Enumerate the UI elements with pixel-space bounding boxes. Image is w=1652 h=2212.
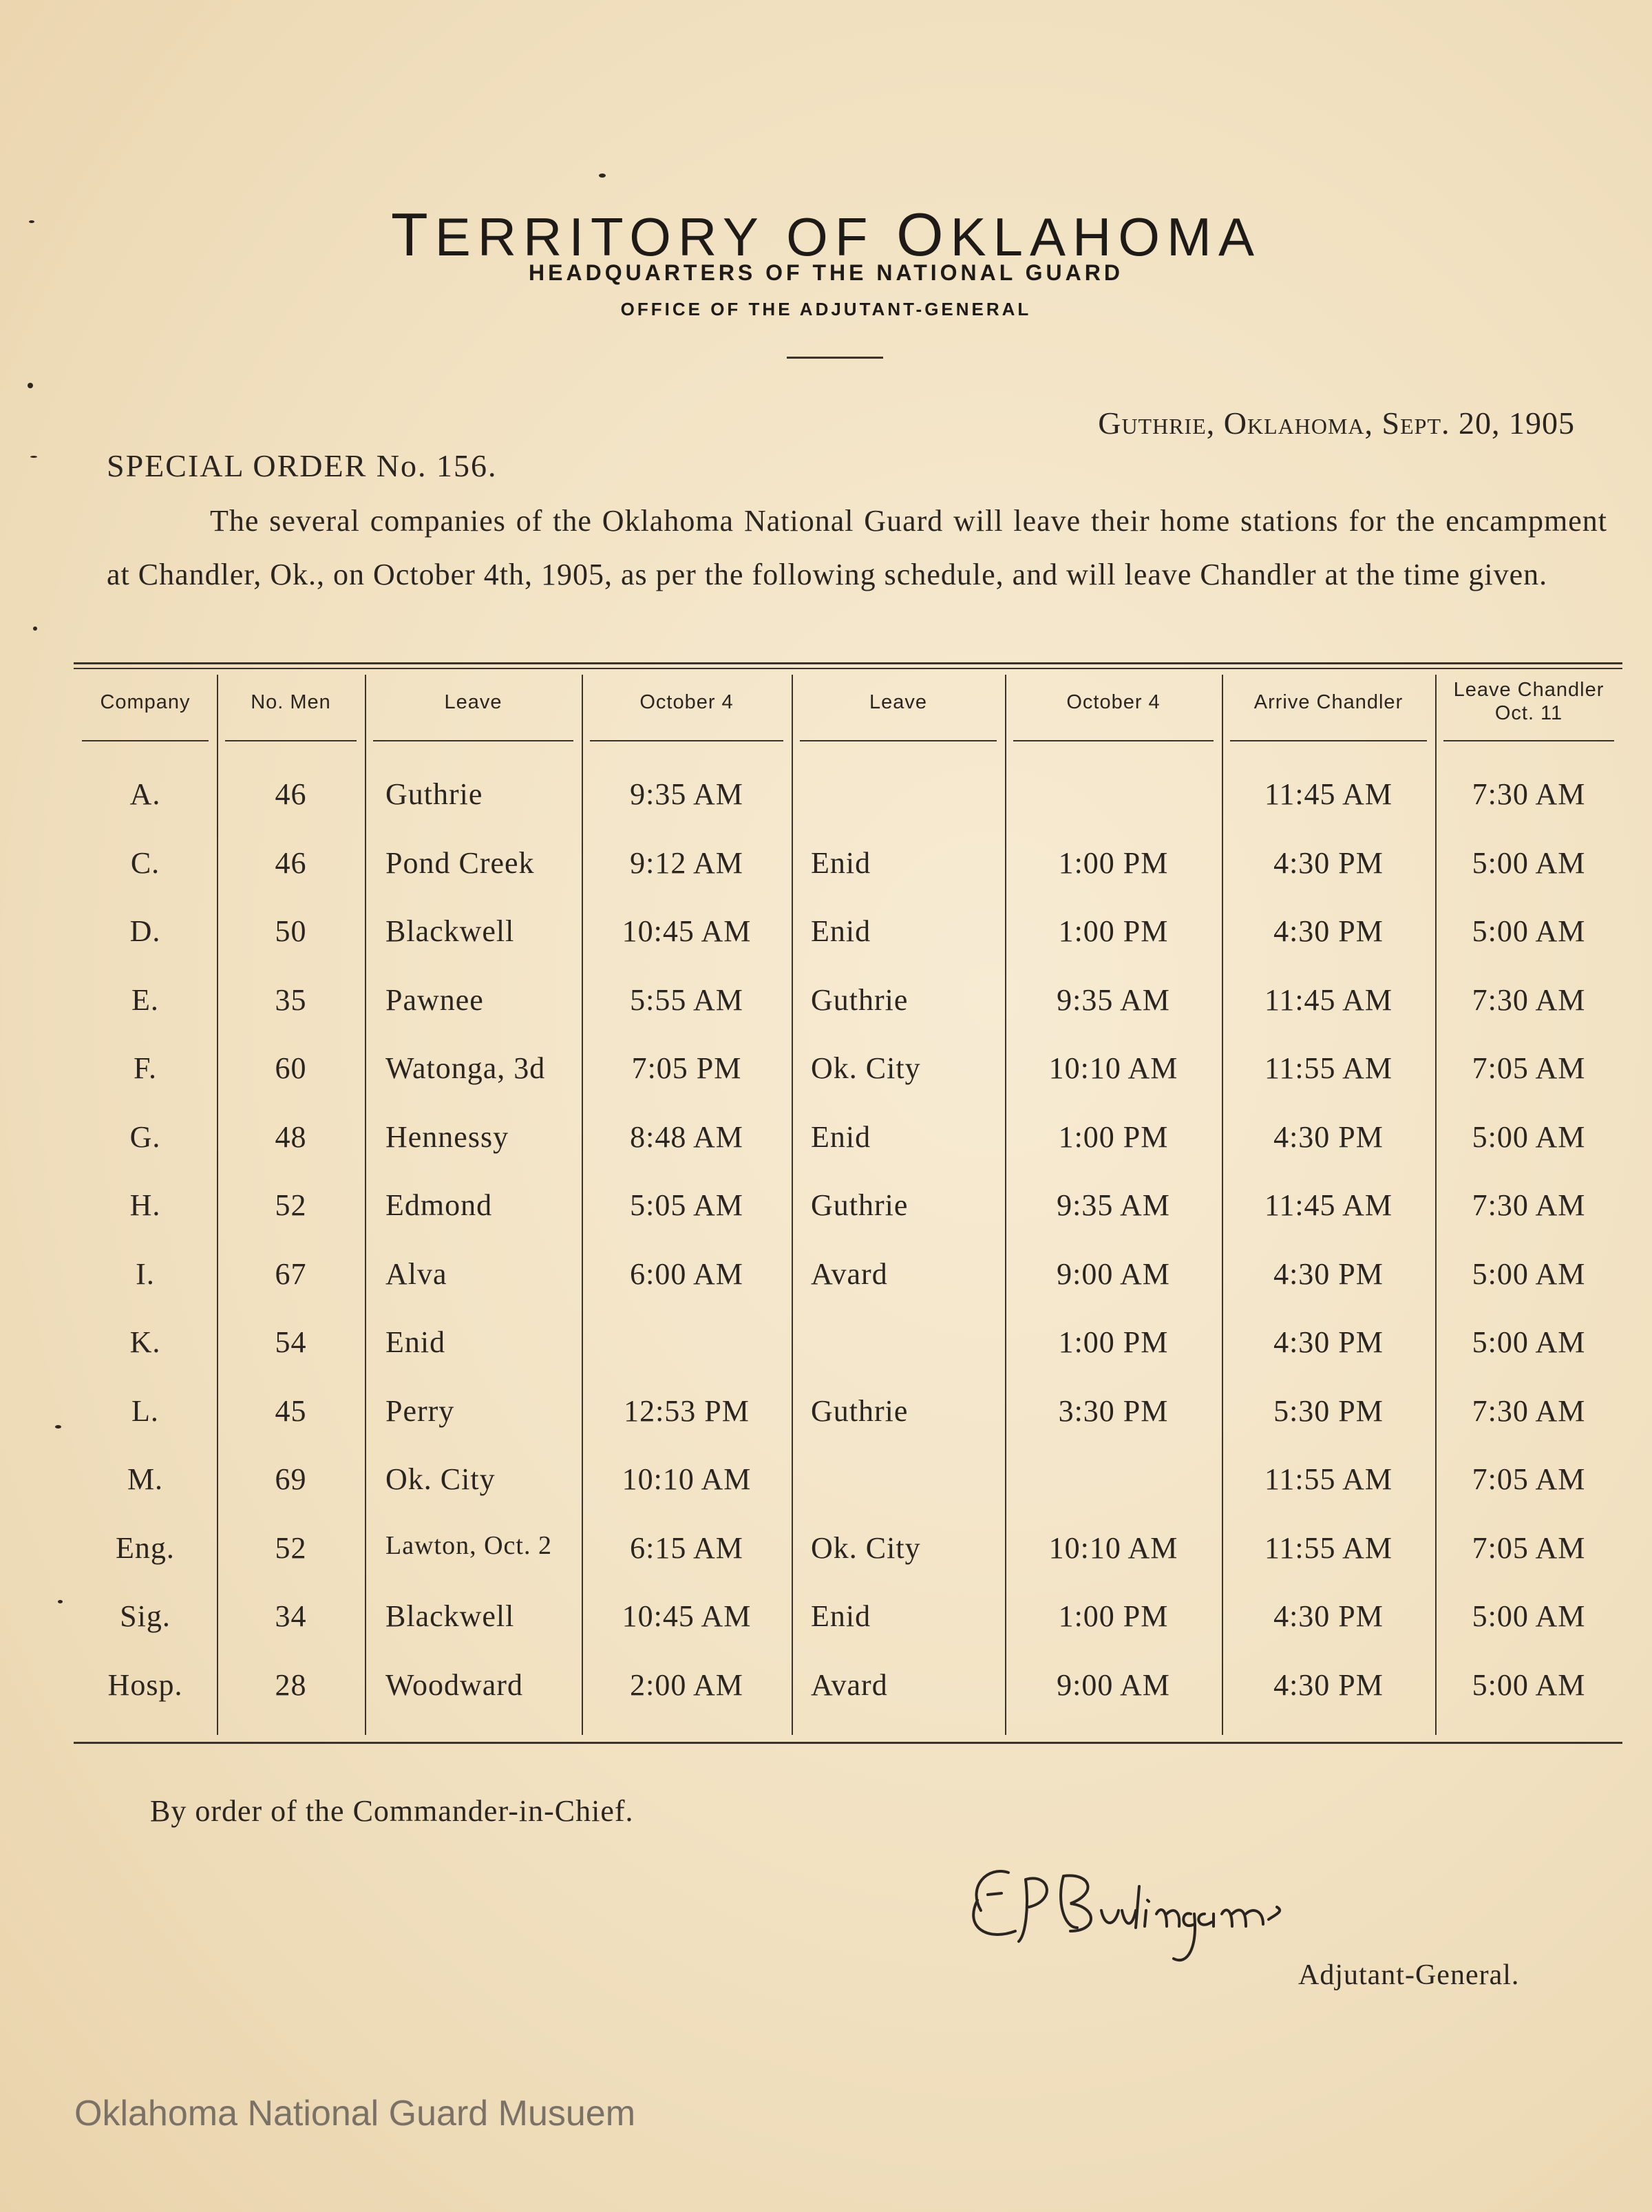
table-cell: Blackwell — [385, 914, 515, 948]
table-cell: Guthrie — [811, 982, 909, 1017]
table-header-line: Oct. 11 — [1494, 702, 1563, 724]
table-cell: 48 — [275, 1119, 307, 1154]
table-header-underline — [225, 740, 357, 741]
table-cell: 11:45 AM — [1264, 777, 1393, 811]
table-cell: Ok. City — [385, 1462, 496, 1496]
table-cell: 9:00 AM — [1057, 1667, 1170, 1702]
table-cell: 11:45 AM — [1264, 1188, 1393, 1222]
signature-title: Adjutant-General. — [1298, 1959, 1520, 1991]
table-cell: Sig. — [120, 1599, 171, 1633]
table-cell: Pond Creek — [385, 845, 535, 880]
table-header-cell: Leave — [869, 691, 927, 713]
letterhead-subtitle-1: HEADQUARTERS OF THE NATIONAL GUARD — [529, 260, 1123, 285]
table-cell: Avard — [811, 1667, 888, 1702]
table-header-cell: Leave — [444, 691, 502, 713]
table-cell: 50 — [275, 914, 307, 948]
table-cell: 7:05 PM — [631, 1051, 742, 1085]
table-cell: 7:30 AM — [1472, 982, 1586, 1017]
table-cell: 7:30 AM — [1472, 1188, 1586, 1222]
speck — [599, 173, 606, 178]
table-cell: 10:10 AM — [1048, 1530, 1178, 1565]
table-cell: 5:00 AM — [1472, 1599, 1586, 1633]
table-cell: Woodward — [385, 1667, 523, 1702]
table-cell: 28 — [275, 1667, 307, 1702]
table-cell: 4:30 PM — [1273, 914, 1384, 948]
table-cell: Ok. City — [811, 1530, 921, 1565]
table-cell: Pawnee — [385, 982, 484, 1017]
table-cell: 5:55 AM — [630, 982, 743, 1017]
table-cell: 10:45 AM — [622, 914, 752, 948]
table-cell: Watonga, 3d — [385, 1051, 546, 1085]
table-cell: 9:35 AM — [630, 777, 743, 811]
table-cell: 5:05 AM — [630, 1188, 743, 1222]
table-header-cell: Company — [100, 691, 191, 713]
table-cell: 6:15 AM — [630, 1530, 743, 1565]
table-header-cell: Arrive Chandler — [1253, 691, 1404, 713]
table-header-cell: October 4 — [1066, 691, 1161, 713]
table-cell: 11:45 AM — [1264, 982, 1393, 1017]
table-cell: 4:30 PM — [1273, 1256, 1384, 1291]
table-cell: 6:00 AM — [630, 1256, 743, 1291]
table-cell: 10:10 AM — [622, 1462, 752, 1496]
table-cell: H. — [129, 1188, 161, 1222]
table-cell: 7:05 AM — [1472, 1530, 1586, 1565]
table-cell: 1:00 PM — [1058, 914, 1169, 948]
table-cell: 5:00 AM — [1472, 1667, 1586, 1702]
speck — [33, 626, 37, 631]
table-column-divider — [365, 675, 366, 1735]
table-top-rule — [74, 662, 1622, 664]
table-cell: M. — [127, 1462, 164, 1496]
table-cell: Guthrie — [385, 777, 483, 811]
table-cell: 4:30 PM — [1273, 1119, 1384, 1154]
table-cell: G. — [129, 1119, 161, 1154]
table-header-cell: October 4 — [639, 691, 734, 713]
table-header-cell — [1435, 678, 1622, 725]
table-cell: 1:00 PM — [1058, 1325, 1169, 1359]
table-cell: Guthrie — [811, 1393, 909, 1428]
table-cell: 46 — [275, 777, 307, 811]
table-cell: C. — [130, 845, 160, 880]
table-cell: 11:55 AM — [1264, 1530, 1393, 1565]
letterhead-title-part2: KLAHOMA — [950, 207, 1262, 267]
signature-image — [960, 1845, 1401, 1969]
table-cell: Avard — [811, 1256, 888, 1291]
table-cell: Enid — [385, 1325, 446, 1359]
speck — [55, 1425, 61, 1429]
table-cell: 11:55 AM — [1264, 1051, 1393, 1085]
museum-watermark: Oklahoma National Guard Musuem — [74, 2094, 636, 2134]
table-cell: 54 — [275, 1325, 307, 1359]
table-cell: 7:30 AM — [1472, 777, 1586, 811]
table-cell: 8:48 AM — [630, 1119, 743, 1154]
table-cell: 9:00 AM — [1057, 1256, 1170, 1291]
table-cell: 1:00 PM — [1058, 1119, 1169, 1154]
table-header-underline — [1013, 740, 1214, 741]
table-cell: 10:45 AM — [622, 1599, 752, 1633]
table-cell: A. — [129, 777, 161, 811]
table-cell: Perry — [385, 1393, 455, 1428]
table-cell: E. — [131, 982, 159, 1017]
table-cell: Enid — [811, 845, 871, 880]
table-cell: 5:00 AM — [1472, 1119, 1586, 1154]
table-cell: Enid — [811, 914, 871, 948]
dateline: Guthrie, Oklahoma, Sept. 20, 1905 — [1098, 405, 1575, 441]
table-cell: 11:55 AM — [1264, 1462, 1393, 1496]
table-cell: K. — [129, 1325, 161, 1359]
table-cell: 1:00 PM — [1058, 845, 1169, 880]
table-cell: 34 — [275, 1599, 307, 1633]
speck — [58, 1600, 63, 1603]
table-cell: Enid — [811, 1119, 871, 1154]
table-cell: Lawton, Oct. 2 — [385, 1530, 552, 1560]
table-cell: 46 — [275, 845, 307, 880]
table-cell: 4:30 PM — [1273, 1325, 1384, 1359]
table-header-underline — [82, 740, 209, 741]
table-cell: 4:30 PM — [1273, 845, 1384, 880]
table-bottom-rule — [74, 1742, 1622, 1744]
table-cell: 52 — [275, 1530, 307, 1565]
table-cell: Enid — [811, 1599, 871, 1633]
table-cell: Edmond — [385, 1188, 493, 1222]
table-cell: 7:30 AM — [1472, 1393, 1586, 1428]
table-cell: 2:00 AM — [630, 1667, 743, 1702]
table-cell: 10:10 AM — [1048, 1051, 1178, 1085]
table-top-rule-2 — [74, 668, 1622, 669]
order-body-text: The several companies of the Oklahoma National Guard will leave their home stations for the encampment at Chandler, Ok., on October 4th, 1905, as per the following schedule, and will leave Chandler at the time given. — [107, 504, 1607, 591]
table-cell: 52 — [275, 1188, 307, 1222]
table-cell: 67 — [275, 1256, 307, 1291]
table-cell: 7:05 AM — [1472, 1462, 1586, 1496]
table-cell: 69 — [275, 1462, 307, 1496]
letterhead-title: TERRITORY OF OKLAHOMA — [390, 200, 1262, 268]
table-cell: 5:00 AM — [1472, 1256, 1586, 1291]
table-cell: Hennessy — [385, 1119, 509, 1154]
table-cell: Ok. City — [811, 1051, 921, 1085]
letterhead-rule — [787, 357, 883, 359]
table-cell: 5:00 AM — [1472, 914, 1586, 948]
letterhead-subtitle-2: OFFICE OF THE ADJUTANT-GENERAL — [620, 299, 1032, 319]
table-cell: 12:53 PM — [624, 1393, 750, 1428]
table-cell: 4:30 PM — [1273, 1599, 1384, 1633]
table-cell: 7:05 AM — [1472, 1051, 1586, 1085]
speck — [30, 456, 37, 458]
order-body — [107, 494, 1607, 602]
table-cell: Alva — [385, 1256, 447, 1291]
table-cell: 35 — [275, 982, 307, 1017]
table-header-underline — [1443, 740, 1614, 741]
table-cell: D. — [129, 914, 161, 948]
table-header-underline — [800, 740, 997, 741]
table-header-underline — [590, 740, 783, 741]
table-cell: 5:00 AM — [1472, 1325, 1586, 1359]
table-header-line: Leave Chandler — [1453, 679, 1605, 701]
table-cell: Eng. — [116, 1530, 175, 1565]
table-cell: 5:30 PM — [1273, 1393, 1384, 1428]
table-header-underline — [373, 740, 573, 741]
table-cell: F. — [134, 1051, 157, 1085]
table-header-underline — [1230, 740, 1427, 741]
table-cell: 60 — [275, 1051, 307, 1085]
table-cell: 45 — [275, 1393, 307, 1428]
table-cell: 1:00 PM — [1058, 1599, 1169, 1633]
table-cell: 9:35 AM — [1057, 1188, 1170, 1222]
table-column-divider — [792, 675, 793, 1735]
table-cell: Hosp. — [107, 1667, 183, 1702]
table-cell: 3:30 PM — [1058, 1393, 1169, 1428]
table-cell: 4:30 PM — [1273, 1667, 1384, 1702]
order-number: SPECIAL ORDER No. 156. — [107, 448, 498, 483]
table-cell: 9:12 AM — [630, 845, 743, 880]
table-cell: Blackwell — [385, 1599, 515, 1633]
speck — [28, 383, 33, 388]
table-cell: 9:35 AM — [1057, 982, 1170, 1017]
table-cell: I. — [136, 1256, 155, 1291]
table-cell: Guthrie — [811, 1188, 909, 1222]
closing-line: By order of the Commander-in-Chief. — [150, 1794, 634, 1828]
table-header-cell: No. Men — [251, 691, 331, 713]
letterhead-title-part1: ERRITORY OF — [434, 207, 897, 267]
table-cell: 5:00 AM — [1472, 845, 1586, 880]
table-cell: L. — [131, 1393, 159, 1428]
